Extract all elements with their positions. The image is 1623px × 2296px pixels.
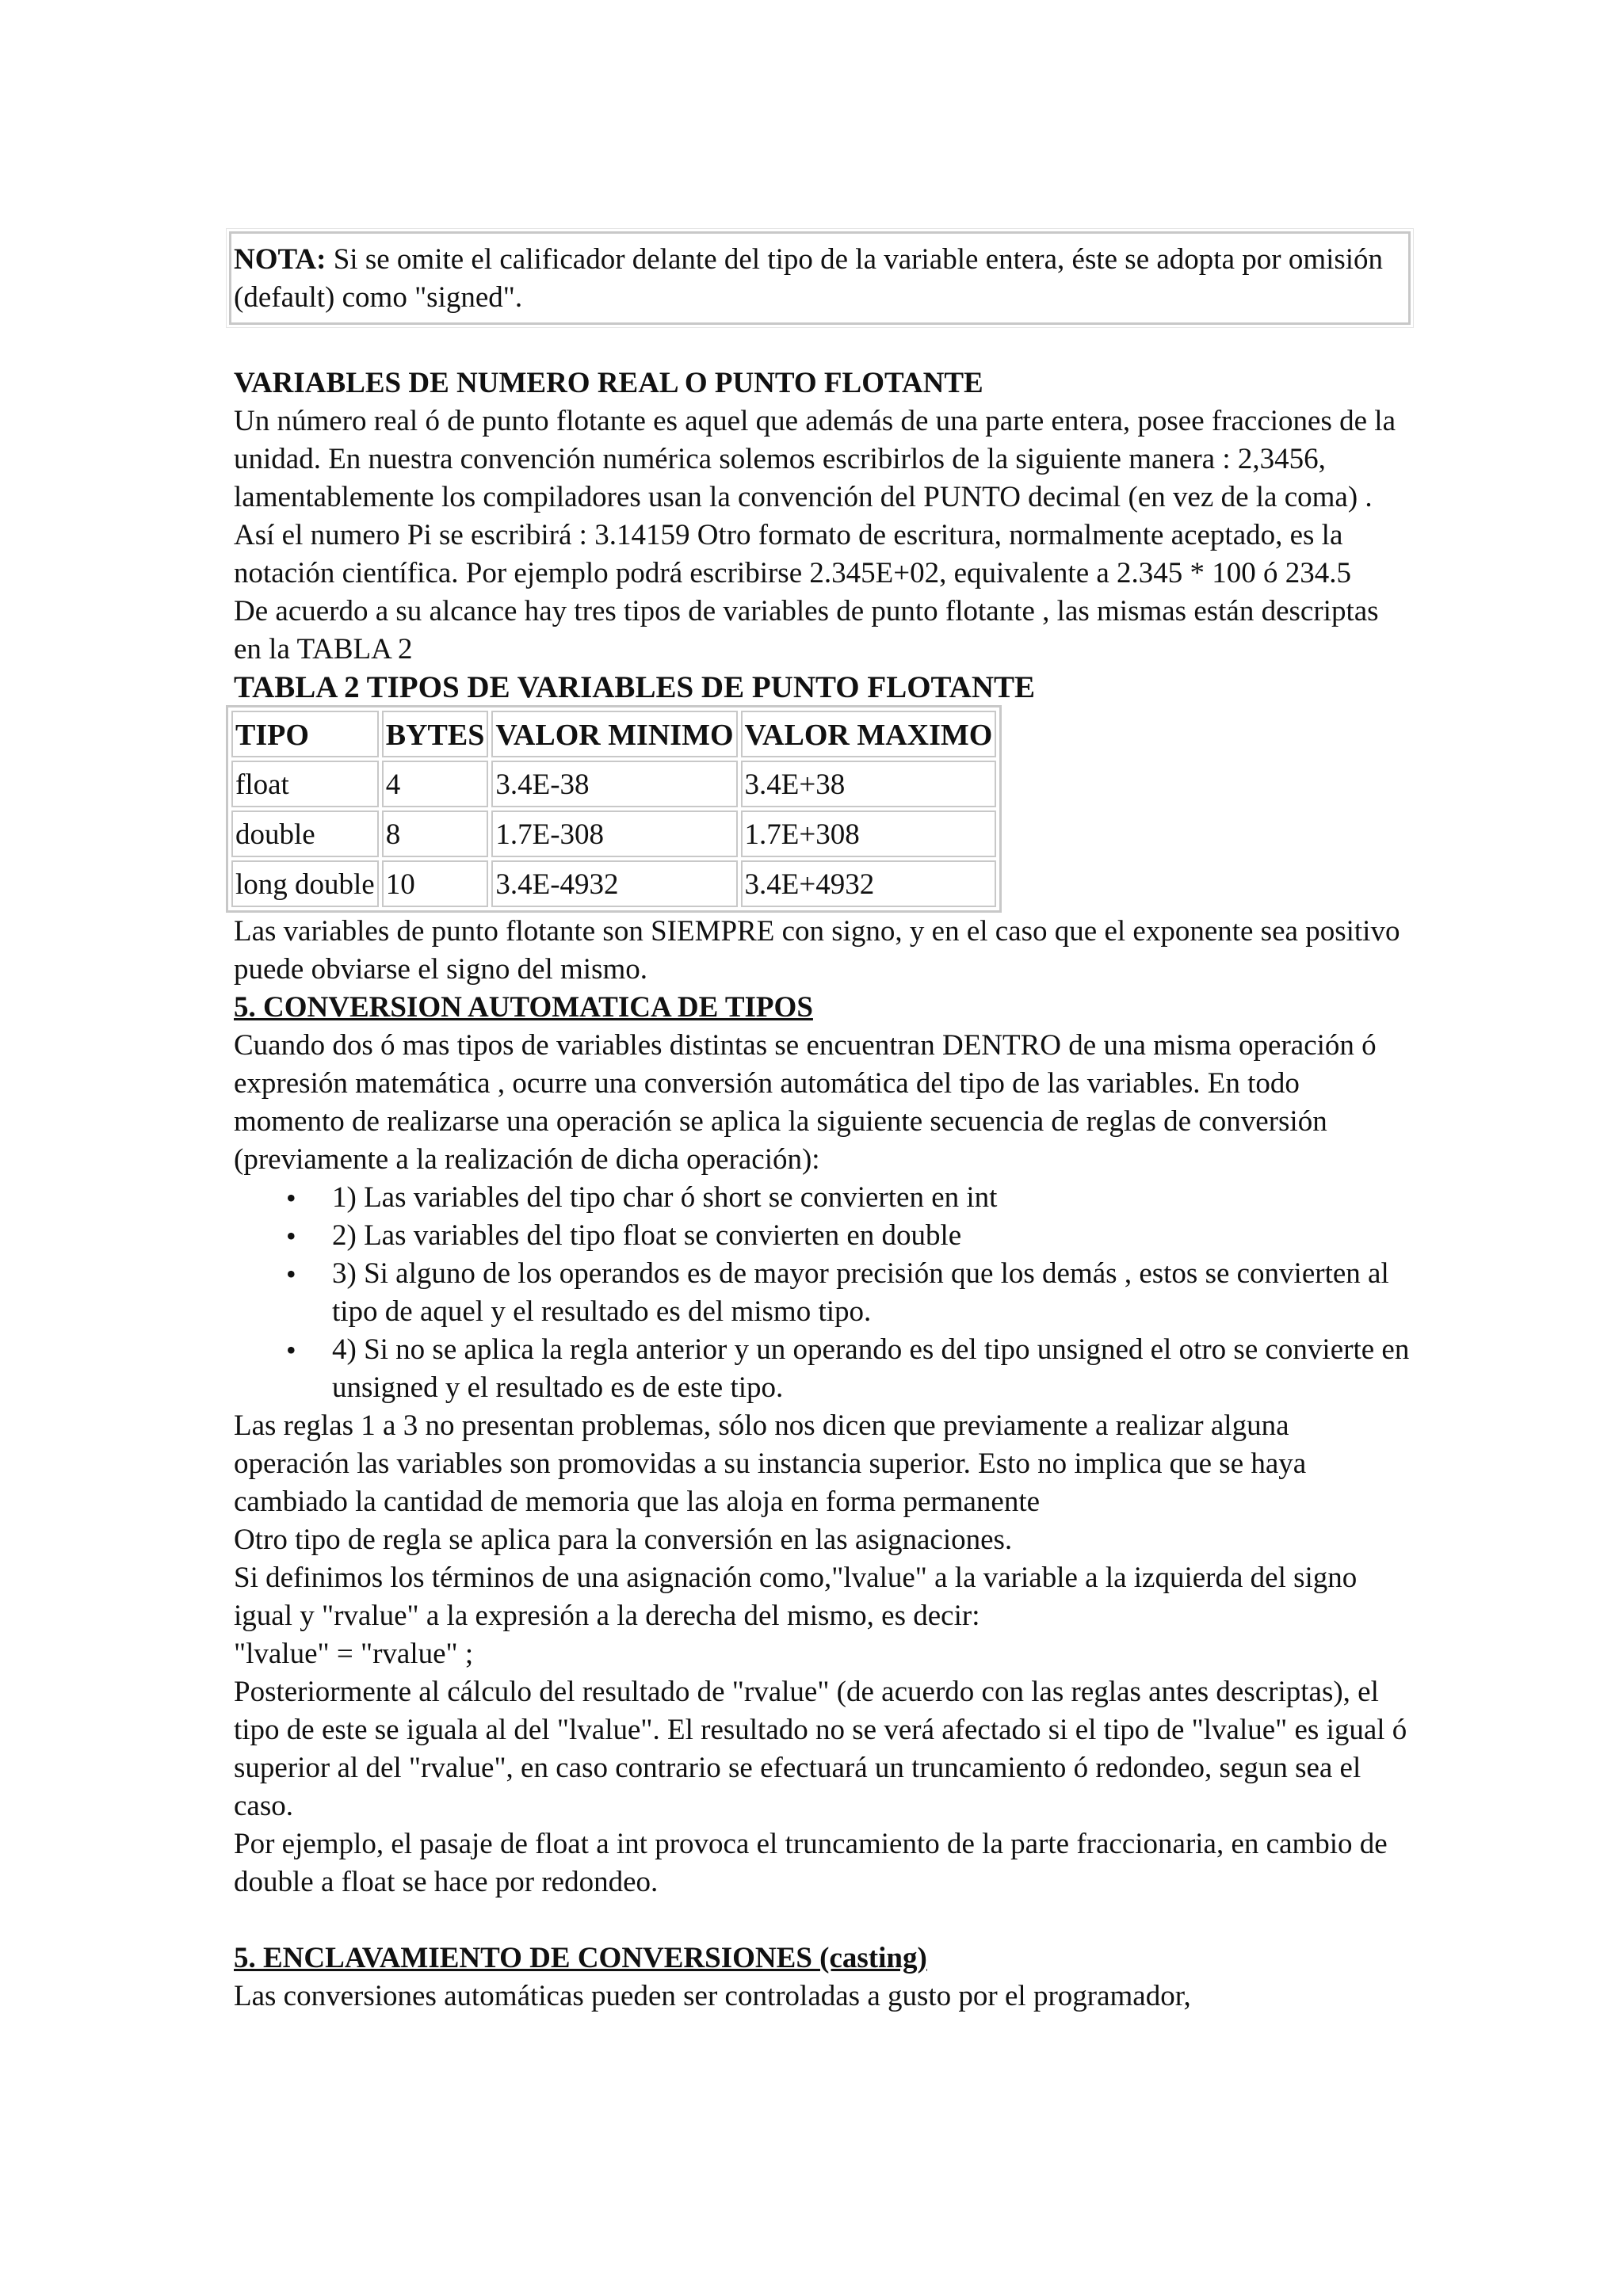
note-box [229, 231, 1411, 325]
table-row [231, 810, 996, 857]
section-conversion-paragraph-4: Si definimos los términos de una asignación como,"lvalue" a la variable a la izquierda del signo igual y "rvalue" a la expresión a la derecha del mismo, es decir: [234, 1562, 1358, 1632]
note-text: Si se omite el calificador delante del tipo de la variable entera, éste se adopta por omisión (default) como "signed". [234, 243, 1384, 314]
section-conversion-heading: 5. CONVERSION AUTOMATICA DE TIPOS [234, 991, 813, 1024]
table-cell: 3.4E+4932 [741, 860, 997, 907]
table-cell: float [231, 761, 379, 807]
section-float-paragraph-1: Un número real ó de punto flotante es aquel que además de una parte entera, posee fracciones de la unidad. En nuestra convención numérica solemos escribirlos de la siguiente manera : 2,3456, lamentablemente los compiladores usan la convención del PUNTO decimal (en vez de la coma) . Así el numero Pi se escribirá : 3.14159 Otro formato de escritura, normalmente aceptado, es la notación científica. Por ejemplo podrá escribirse 2.345E+02, equivalente a 2.345 * 100 ó 234.5 [234, 405, 1396, 589]
list-item: • 2) Las variables del tipo float se convierten en double [332, 1217, 1411, 1255]
note-label: NOTA: [234, 243, 327, 276]
section-conversion-paragraph-6: Posteriormente al cálculo del resultado de "rvalue" (de acuerdo con las reglas antes descriptas), el tipo de este se iguala al del "lvalue". El resultado no se verá afectado si el tipo de "lvalue" es igual ó superior al del "rvalue", en caso contrario se efectuará un truncamiento ó redondeo, segun sea el caso. [234, 1676, 1407, 1822]
table-cell: 8 [382, 810, 489, 857]
table-cell: long double [231, 860, 379, 907]
conversion-rules-list [234, 1179, 1411, 1407]
float-types-table [226, 705, 1002, 913]
section-conversion-paragraph-2: Las reglas 1 a 3 no presentan problemas, sólo nos dicen que previamente a realizar alguna operación las variables son promovidas a su instancia superior. Esto no implica que se haya cambiado la cantidad de memoria que las aloja en forma permanente [234, 1409, 1307, 1518]
table-cell: 1.7E+308 [741, 810, 997, 857]
table-cell: 3.4E-4932 [491, 860, 737, 907]
table-header-row [231, 711, 996, 757]
table-row [231, 860, 996, 907]
section-casting-heading: 5. ENCLAVAMIENTO DE CONVERSIONES (casting) [234, 1942, 927, 1974]
section-conversion-paragraph-1: Cuando dos ó mas tipos de variables distintas se encuentran DENTRO de una misma operación ó expresión matemática , ocurre una conversión automática del tipo de las variables. En todo momento de realizarse una operación se aplica la siguiente secuencia de reglas de conversión (previamente a la realización de dicha operación): [234, 1029, 1377, 1176]
list-item: • 3) Si alguno de los operandos es de mayor precisión que los demás , estos se convierten al tipo de aquel y el resultado es del mismo tipo. [332, 1255, 1411, 1331]
table-header-cell: TIPO [231, 711, 379, 757]
table-title: TABLA 2 TIPOS DE VARIABLES DE PUNTO FLOTANTE [234, 670, 1036, 704]
paragraph-spacer [234, 1901, 1411, 1939]
table-row [231, 761, 996, 807]
list-item: • 4) Si no se aplica la regla anterior y un operando es del tipo unsigned el otro se convierte en unsigned y el resultado es de este tipo. [332, 1331, 1411, 1407]
table-cell: 3.4E-38 [491, 761, 737, 807]
table-header-cell: VALOR MAXIMO [741, 711, 997, 757]
section-float-heading: VARIABLES DE NUMERO REAL O PUNTO FLOTANTE [234, 367, 983, 399]
table-cell: double [231, 810, 379, 857]
section-conversion-paragraph-3: Otro tipo de regla se aplica para la conversión en las asignaciones. [234, 1524, 1013, 1556]
table-cell: 10 [382, 860, 489, 907]
table-header-cell: BYTES [382, 711, 489, 757]
document-body [234, 231, 1411, 2016]
section-conversion-paragraph-7: Por ejemplo, el pasaje de float a int provoca el truncamiento de la parte fraccionaria, en cambio de double a float se hace por redondeo. [234, 1828, 1388, 1898]
section-float-paragraph-3: Las variables de punto flotante son SIEMPRE con signo, y en el caso que el exponente sea positivo puede obviarse el signo del mismo. [234, 915, 1400, 986]
list-item: • 1) Las variables del tipo char ó short se convierten en int [332, 1179, 1411, 1217]
section-float-paragraph-2: De acuerdo a su alcance hay tres tipos de variables de punto flotante , las mismas están descriptas en la TABLA 2 [234, 595, 1379, 666]
table-cell: 3.4E+38 [741, 761, 997, 807]
section-conversion-paragraph-5: "lvalue" = "rvalue" ; [234, 1638, 474, 1670]
table-header-cell: VALOR MINIMO [491, 711, 737, 757]
table-cell: 1.7E-308 [491, 810, 737, 857]
section-casting-paragraph-1: Las conversiones automáticas pueden ser controladas a gusto por el programador, [234, 1980, 1191, 2012]
table-cell: 4 [382, 761, 489, 807]
